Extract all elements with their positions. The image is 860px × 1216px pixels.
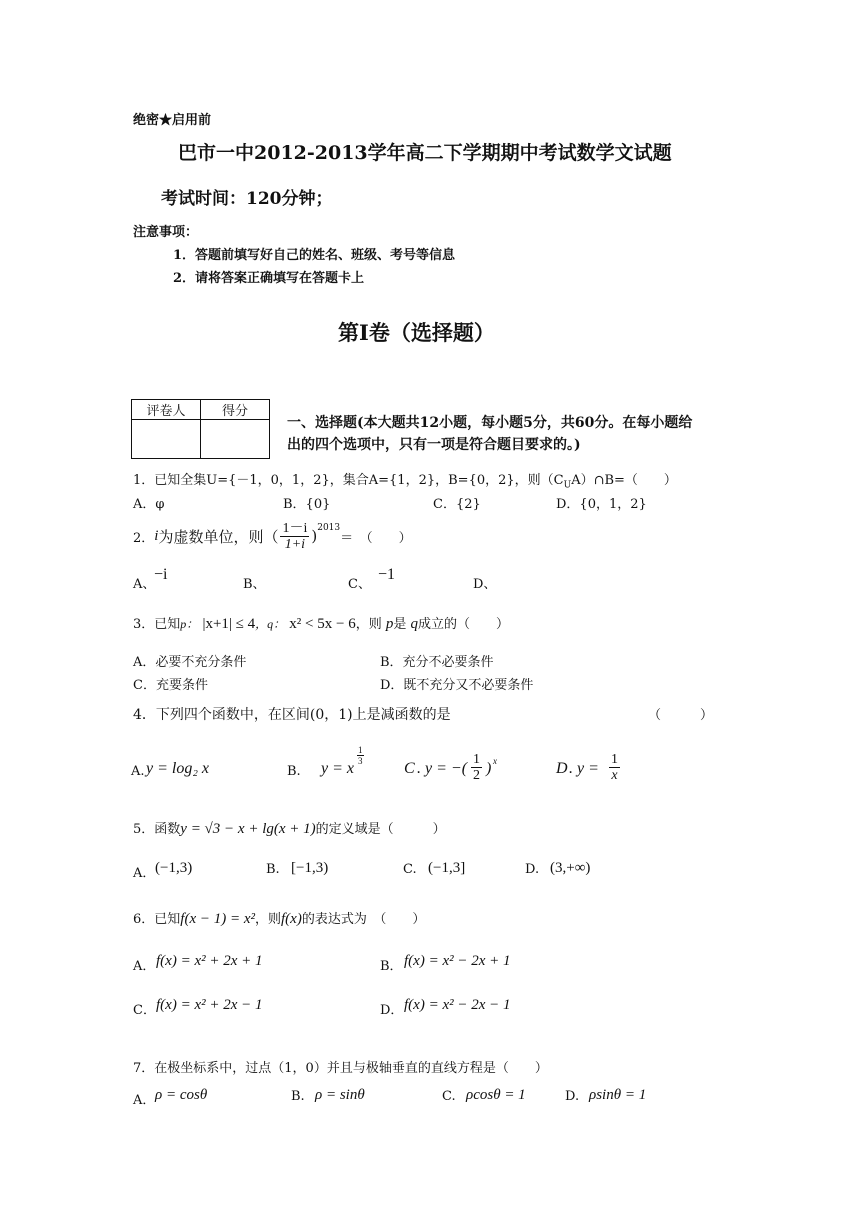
question-2-option-value: −1 [378,566,396,583]
notes-item: 1．答题前填写好自己的姓名、班级、考号等信息 [173,248,456,263]
question-7-option: B. [291,1089,305,1104]
fraction: $\frac{1-i}{1+i}$ [282,520,308,552]
question-4-option-value: . y = −( [417,760,468,777]
question-7-option-value: ρ = sinθ [315,1087,365,1103]
part-one-instructions: 出的四个选项中，只有一项是符合题目要求的。) [287,437,581,453]
question-4-option-value: ) [486,760,492,777]
section-title: 第I卷（选择题） [338,320,495,345]
question-4-option: B. [287,764,301,779]
question-5-option-value: [−1,3) [291,860,329,876]
question-2-option: B、 [243,577,266,592]
question-4-answer-bracket: （ ） [648,708,714,723]
question-3-stem: 3．已知p： |x+1| ≤ 4，q： x² < 5x − 6，则 p是 q成立的（ ） [133,616,510,632]
question-4-option-value: y = x [321,760,354,777]
score-table-header: 评卷人 [132,400,201,420]
question-4-option-value: . y = [569,760,599,777]
question-7-stem: 7．在极坐标系中，过点（1，0）并且与极轴垂直的直线方程是（ ） [133,1061,548,1076]
fraction: $\frac{1}{x}$ [611,752,618,783]
question-6-option: D． [380,1003,404,1018]
question-2-option: A、 [133,577,156,592]
question-1-option: C．{2} [433,497,481,512]
question-2-option: D、 [473,577,497,592]
question-3-option: D．既不充分又不必要条件 [380,678,534,693]
question-7-option-value: ρcosθ = 1 [466,1087,526,1103]
question-6-option: C． [133,1003,156,1018]
question-4-option-value: y = log₂ x [146,760,210,777]
question-5-stem: 5．函数y = √3 − x + lg(x + 1)的定义域是（ ） [133,821,446,837]
question-4-option: A. [131,764,145,779]
question-7-option: D. [565,1089,580,1104]
question-5-option: B. [266,862,280,877]
question-1-option: D．{0，1，2} [556,497,647,512]
question-7-option: A． [133,1093,156,1108]
question-5-option-value: (3,+∞) [550,860,591,876]
question-2-option: C、 [348,577,371,592]
grader-cell [132,420,201,459]
question-4-option: C [404,760,415,777]
question-5-option-value: (−1,3) [155,860,193,876]
question-4-option: D [556,760,568,777]
question-5-option: A． [133,866,156,881]
question-5-option-value: (−1,3] [428,860,466,876]
question-5-option: D. [525,862,540,877]
score-cell [201,420,270,459]
question-4-option-value: x [493,756,497,766]
score-table-header: 得分 [201,400,270,420]
part-one-instructions: 一、选择题(本大题共12小题，每小题5分，共60分。在每小题给 [287,415,693,431]
question-7-option: C. [442,1089,456,1104]
question-6-option-value: f(x) = x² − 2x + 1 [404,953,511,969]
question-3-option: C．充要条件 [133,678,208,693]
question-7-option-value: ρsinθ = 1 [589,1087,647,1103]
question-6-option: B． [380,959,403,974]
question-3-option: B．充分不必要条件 [380,655,494,670]
question-1-option: A．φ [133,497,165,512]
exam-time: 考试时间：120分钟； [161,189,333,209]
question-4-stem: 4．下列四个函数中，在区间(0，1)上是减函数的是 [133,707,451,723]
score-table [131,399,270,459]
question-3-option: A．必要不充分条件 [133,655,247,670]
question-7-option-value: ρ = cosθ [155,1087,208,1103]
question-6-stem: 6．已知f(x − 1) = x²，则f(x)的表达式为 （ ） [133,911,426,927]
fraction: $\frac{1}{2}$ [473,752,480,783]
question-1-option: B．{0} [283,497,331,512]
secret-mark: 绝密★启用前 [133,113,212,128]
notes-item: 2．请将答案正确填写在答题卡上 [173,271,365,286]
question-2-option-value: −i [154,566,168,583]
question-6-option-value: f(x) = x² + 2x + 1 [156,953,263,969]
question-5-option: C. [403,862,417,877]
exponent-fraction: $\frac{1}{3}$ [358,745,363,766]
question-6-option: A． [133,959,156,974]
question-1-stem: 1．已知全集U={－1，0，1，2}，集合A={1，2}，B={0，2}，则$(C_UA)\cap B=$（ ） [133,473,677,491]
exam-title: 巴市一中2012-2013学年高二下学期期中考试数学文试题 [178,142,672,164]
question-6-option-value: f(x) = x² − 2x − 1 [404,997,511,1013]
notes-title: 注意事项： [133,225,199,240]
question-2-stem: 2． i 为虚数单位，则（ $\frac{1-i}{1+i}$ ) $^{2013}$ ＝ （ ） [133,520,412,552]
question-6-option-value: f(x) = x² + 2x − 1 [156,997,263,1013]
